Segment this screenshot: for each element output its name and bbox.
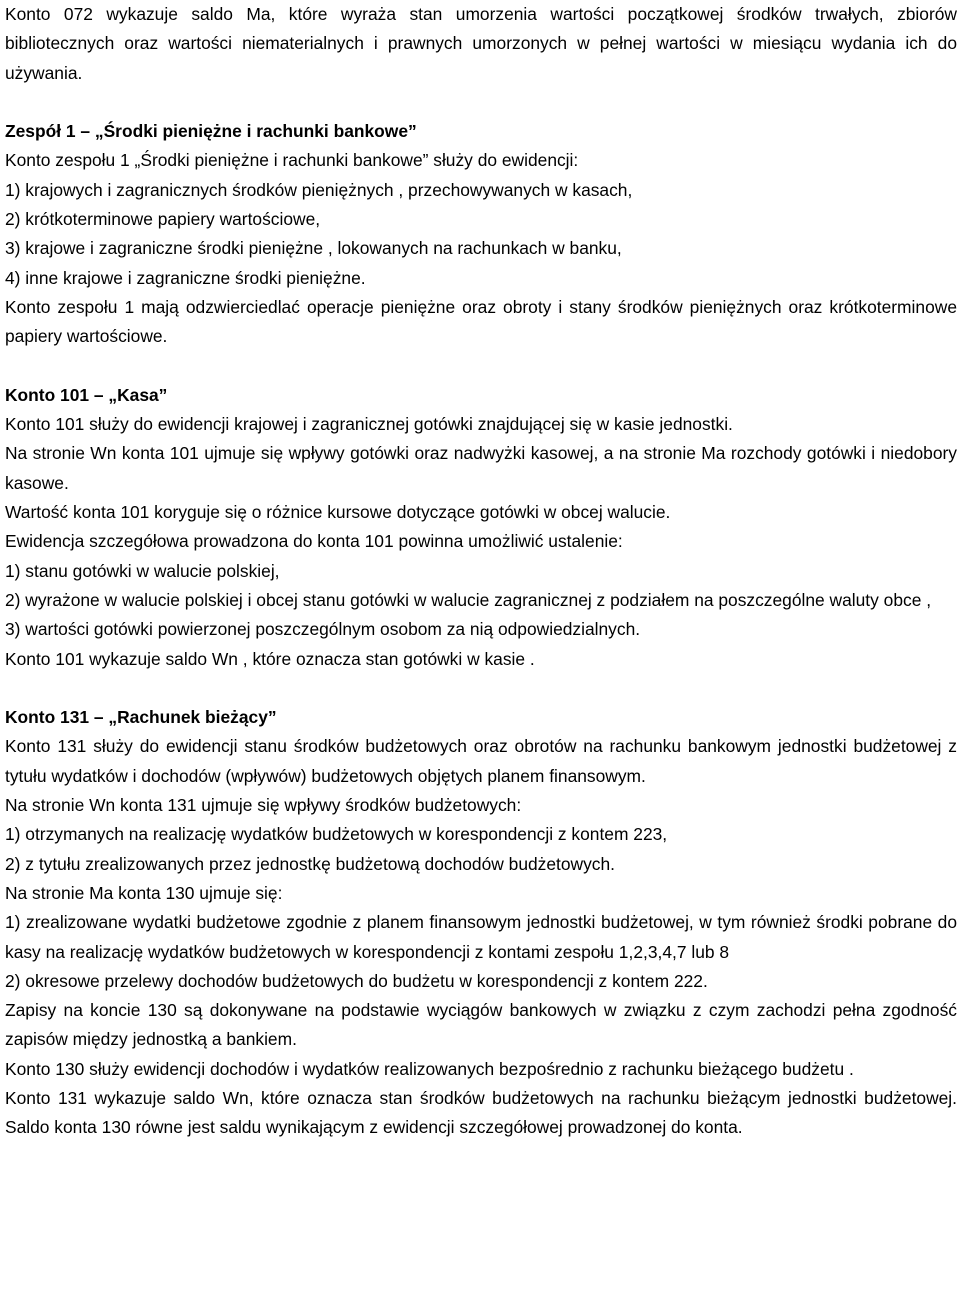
section-konto-131 [5, 703, 957, 1142]
list-item: 2) z tytułu zrealizowanych przez jednostkę budżetową dochodów budżetowych. [5, 853, 615, 874]
section-spacer [5, 88, 957, 117]
list-item: 2) wyrażone w walucie polskiej i obcej stanu gotówki w walucie zagranicznej z podziałem na poszczególne waluty obce , [5, 589, 932, 610]
section-heading: Zespół 1 – „Środki pieniężne i rachunki bankowe” [5, 121, 417, 142]
section-konto-101 [5, 381, 957, 674]
paragraph: Konto 131 wykazuje saldo Wn, które oznacza stan środków budżetowych na rachunku bieżącym jednostki budżetowej. Saldo konta 130 równe jest saldu wynikającym z ewidencji szczegółowej prowadzonej do konta. [5, 1087, 957, 1138]
section-closing: Konto zespołu 1 mają odzwierciedlać operacje pieniężne oraz obroty i stany środków pieniężnych oraz krótkoterminowe papiery wartościowe. [5, 296, 957, 347]
section-lead: Konto zespołu 1 „Środki pieniężne i rachunki bankowe” służy do ewidencji: [5, 150, 579, 171]
paragraph: Na stronie Wn konta 131 ujmuje się wpływy środków budżetowych: [5, 795, 522, 816]
section-heading: Konto 131 – „Rachunek bieżący” [5, 707, 277, 728]
section-closing: Konto 101 wykazuje saldo Wn , które oznacza stan gotówki w kasie . [5, 648, 535, 669]
paragraph: Na stronie Ma konta 130 ujmuje się: [5, 882, 283, 903]
paragraph: Konto 131 służy do ewidencji stanu środków budżetowych oraz obrotów na rachunku bankowym jednostki budżetowej z tytułu wydatków i dochodów (wpływów) budżetowych objętych planem finansowym. [5, 736, 957, 786]
section-zespol-1 [5, 117, 957, 351]
paragraph: Konto 101 służy do ewidencji krajowej i zagranicznej gotówki znajdującej się w kasie jednostki. [5, 414, 733, 435]
list-item: 1) stanu gotówki w walucie polskiej, [5, 560, 280, 581]
list-item: 1) otrzymanych na realizację wydatków budżetowych w korespondencji z kontem 223, [5, 824, 668, 845]
intro-paragraph: Konto 072 wykazuje saldo Ma, które wyraża stan umorzenia wartości początkowej środków trwałych, zbiorów bibliotecznych oraz wartości niematerialnych i prawnych umorzonych w pełnej wartości w miesiącu wydania ich do używania. [5, 4, 957, 83]
paragraph: Zapisy na koncie 130 są dokonywane na podstawie wyciągów bankowych w związku z czym zachodzi pełna zgodność zapisów między jednostką a bankiem. [5, 1000, 957, 1050]
paragraph: Wartość konta 101 koryguje się o różnice kursowe dotyczące gotówki w obcej walucie. [5, 502, 671, 523]
list-item: 4) inne krajowe i zagraniczne środki pieniężne. [5, 267, 366, 288]
list-item: 3) krajowe i zagraniczne środki pieniężne , lokowanych na rachunkach w banku, [5, 238, 622, 259]
section-spacer [5, 352, 957, 381]
section-spacer [5, 674, 957, 703]
paragraph: Na stronie Wn konta 101 ujmuje się wpływy gotówki oraz nadwyżki kasowej, a na stronie Ma rozchody gotówki i niedobory kasowe. [5, 443, 957, 493]
list-item: 1) zrealizowane wydatki budżetowe zgodnie z planem finansowym jednostki budżetowej, w tym również środki pobrane do kasy na realizację wydatków budżetowych w korespondencji z kontami zespołu 1,2,3,4,7 lub 8 [5, 912, 957, 962]
document-page [5, 0, 957, 1143]
paragraph: Ewidencja szczegółowa prowadzona do konta 101 powinna umożliwić ustalenie: [5, 531, 623, 552]
list-item: 2) okresowe przelewy dochodów budżetowych do budżetu w korespondencji z kontem 222. [5, 970, 708, 991]
section-heading: Konto 101 – „Kasa” [5, 384, 168, 405]
list-item: 3) wartości gotówki powierzonej poszczególnym osobom za nią odpowiedzialnych. [5, 619, 641, 640]
paragraph: Konto 130 służy ewidencji dochodów i wydatków realizowanych bezpośrednio z rachunku bieżącego budżetu . [5, 1058, 854, 1079]
list-item: 2) krótkoterminowe papiery wartościowe, [5, 209, 321, 230]
list-item: 1) krajowych i zagranicznych środków pieniężnych , przechowywanych w kasach, [5, 179, 633, 200]
